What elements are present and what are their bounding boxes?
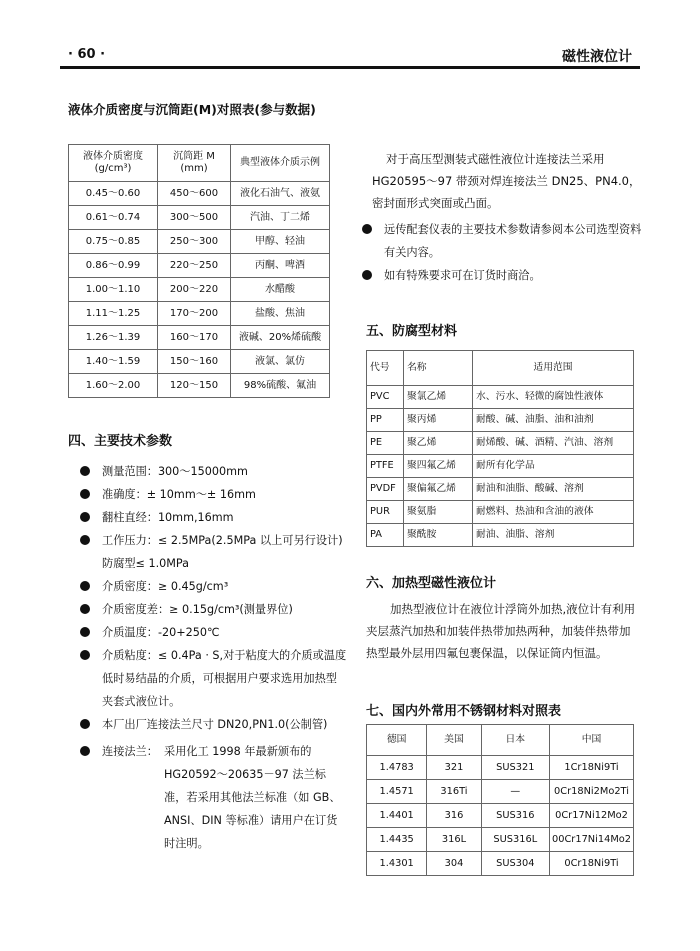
table-row <box>367 478 634 501</box>
table-row <box>69 182 330 206</box>
section-7-title: 七、国内外常用不锈钢材料对照表 <box>366 704 562 719</box>
cell: 304 <box>427 852 481 876</box>
cell: PE <box>367 432 404 455</box>
cell: 1.00～1.10 <box>69 278 158 302</box>
cell: 耐油、油脂、溶剂 <box>473 524 634 547</box>
density-table <box>68 144 330 398</box>
cell: 聚氯乙烯 <box>404 386 473 409</box>
cell: 0.75～0.85 <box>69 230 158 254</box>
cell: SUS316 <box>481 804 549 828</box>
cell: — <box>481 780 549 804</box>
cell: 1Cr18Ni9Ti <box>550 756 634 780</box>
flange-paragraph: 对于高压型测装式磁性液位计连接法兰采用 HG20595～97 带颈对焊连接法兰 DN25、PN4.0，密封面形式突面或凸面。 <box>372 152 641 210</box>
cell: 耐酸、碱、油脂、油和油剂 <box>473 409 634 432</box>
cell: PVDF <box>367 478 404 501</box>
bullet-dot-icon <box>80 604 90 614</box>
cell: 丙酮、啤酒 <box>231 254 330 278</box>
cell: 0.86～0.99 <box>69 254 158 278</box>
cell: 316Ti <box>427 780 481 804</box>
table-header-row <box>367 725 634 756</box>
list-item <box>80 529 348 575</box>
table-row <box>367 804 634 828</box>
bullet-dot-icon <box>80 512 90 522</box>
cell: 98%硫酸、氟油 <box>231 374 330 398</box>
cell: PUR <box>367 501 404 524</box>
cell: 汽油、丁二烯 <box>231 206 330 230</box>
list-item <box>80 621 348 644</box>
cell: 耐所有化学品 <box>473 455 634 478</box>
list-item <box>80 713 348 736</box>
cell: SUS304 <box>481 852 549 876</box>
tech-params-list <box>80 460 348 855</box>
table-row <box>69 230 330 254</box>
cell: PP <box>367 409 404 432</box>
table-row <box>69 278 330 302</box>
cell: 聚氨脂 <box>404 501 473 524</box>
cell: 水醋酸 <box>231 278 330 302</box>
cell: 水、污水、轻微的腐蚀性液体 <box>473 386 634 409</box>
table-row <box>367 386 634 409</box>
bullet-dot-icon <box>362 224 372 234</box>
density-table-title: 液体介质密度与沉筒距(M)对照表(参与数据) <box>68 102 316 117</box>
cell: 1.4571 <box>367 780 427 804</box>
header-cell: 日本 <box>481 725 549 756</box>
list-item-text: 介质温度：-20+250℃ <box>102 626 220 639</box>
cell: 1.60～2.00 <box>69 374 158 398</box>
cell: 耐燃料、热油和含油的液体 <box>473 501 634 524</box>
cell: 液化石油气、液氨 <box>231 182 330 206</box>
table-header-row <box>69 145 330 182</box>
bullet-dot-icon <box>80 535 90 545</box>
table-row <box>69 254 330 278</box>
cell: 1.4435 <box>367 828 427 852</box>
table-row <box>69 206 330 230</box>
list-item <box>80 460 348 483</box>
header-cell: 沉筒距 M (mm) <box>158 145 231 182</box>
cell: 250～300 <box>158 230 231 254</box>
bullet-dot-icon <box>80 489 90 499</box>
bullet-dot-icon <box>80 466 90 476</box>
table-header-row <box>367 351 634 386</box>
cell: SUS316L <box>481 828 549 852</box>
cell: 170～200 <box>158 302 231 326</box>
table-row <box>69 374 330 398</box>
table-row <box>367 756 634 780</box>
cell: 聚偏氟乙烯 <box>404 478 473 501</box>
list-item <box>80 575 348 598</box>
cell: 耐油和油脂、酸碱、溶剂 <box>473 478 634 501</box>
cell: 0Cr17Ni12Mo2 <box>550 804 634 828</box>
cell: 1.4783 <box>367 756 427 780</box>
cell: PTFE <box>367 455 404 478</box>
header-cell: 美国 <box>427 725 481 756</box>
cell: 150～160 <box>158 350 231 374</box>
header-cell: 典型液体介质示例 <box>231 145 330 182</box>
page-number: · 60 · <box>68 47 106 62</box>
cell: 0Cr18Ni9Ti <box>550 852 634 876</box>
cell: 耐烯酸、碱、酒精、汽油、溶剂 <box>473 432 634 455</box>
section-4-title: 四、主要技术参数 <box>68 434 173 449</box>
section-6-title: 六、加热型磁性液位计 <box>366 576 497 591</box>
bullet-dot-icon <box>362 270 372 280</box>
list-item <box>80 506 348 529</box>
cell: 1.26～1.39 <box>69 326 158 350</box>
list-item-text: 本厂出厂连接法兰尺寸 DN20,PN1.0(公制管) <box>102 718 328 731</box>
cell: 200～220 <box>158 278 231 302</box>
cell: 1.4301 <box>367 852 427 876</box>
cell: 316L <box>427 828 481 852</box>
bullet-dot-icon <box>80 581 90 591</box>
cell: PVC <box>367 386 404 409</box>
list-item-text: 如有特殊要求可在订货时商洽。 <box>384 269 541 282</box>
table-row <box>69 350 330 374</box>
chapter-title: 磁性液位计 <box>562 49 632 65</box>
cell: 液氯、氯仿 <box>231 350 330 374</box>
bullet-dot-icon <box>80 719 90 729</box>
cell: 0.45～0.60 <box>69 182 158 206</box>
cell: 聚丙烯 <box>404 409 473 432</box>
flange-text <box>80 740 348 855</box>
list-item-text: 翻柱直经：10mm,16mm <box>102 511 234 524</box>
list-item-text: 介质粘度：≤ 0.4Pa · S,对于粘度大的介质或温度低时易结晶的介质，可根据用户要求选用加热型夹套式液位计。 <box>102 649 347 708</box>
flange-text-content: 采用化工 1998 年最新颁布的 HG20592～20635－97 法兰标准，若采用其他法兰标准（如 GB、ANSI、DIN 等标准）请用户在订货时注明。 <box>164 745 341 850</box>
table-row <box>367 524 634 547</box>
cell: PA <box>367 524 404 547</box>
cell: 316 <box>427 804 481 828</box>
header-rule <box>60 66 640 69</box>
list-item-text: 介质密度：≥ 0.45g/cm³ <box>102 580 229 593</box>
cell: 300～500 <box>158 206 231 230</box>
cell: SUS321 <box>481 756 549 780</box>
section-5-title: 五、防腐型材料 <box>366 324 458 339</box>
list-item <box>362 218 644 264</box>
cell: 00Cr17Ni14Mo2 <box>550 828 634 852</box>
table-row <box>367 409 634 432</box>
table-row <box>367 852 634 876</box>
bullet-dot-icon <box>80 650 90 660</box>
list-item-text: 工作压力：≤ 2.5MPa(2.5MPa 以上可另行设计)防腐型≤ 1.0MPa <box>102 534 343 570</box>
flange-label: 连接法兰： <box>102 745 158 758</box>
cell: 321 <box>427 756 481 780</box>
header-cell: 德国 <box>367 725 427 756</box>
cell: 聚乙烯 <box>404 432 473 455</box>
list-item-text: 介质密度差：≥ 0.15g/cm³(测量界位) <box>102 603 293 616</box>
header-cell: 代号 <box>367 351 404 386</box>
header-cell: 名称 <box>404 351 473 386</box>
cell: 1.4401 <box>367 804 427 828</box>
header-cell: 适用范围 <box>473 351 634 386</box>
anticorrosion-table <box>366 350 634 547</box>
stainless-steel-table <box>366 724 634 876</box>
cell: 盐酸、焦油 <box>231 302 330 326</box>
cell: 1.11～1.25 <box>69 302 158 326</box>
cell: 220～250 <box>158 254 231 278</box>
cell: 聚四氟乙烯 <box>404 455 473 478</box>
table-row <box>367 432 634 455</box>
list-item <box>362 264 644 287</box>
cell: 450～600 <box>158 182 231 206</box>
cell: 液碱、20%烯硫酸 <box>231 326 330 350</box>
right-column-top <box>372 148 644 287</box>
header-cell: 中国 <box>550 725 634 756</box>
table-row <box>367 501 634 524</box>
header-cell: 液体介质密度(g/cm³) <box>69 145 158 182</box>
table-row <box>69 326 330 350</box>
cell: 1.40～1.59 <box>69 350 158 374</box>
cell: 120～150 <box>158 374 231 398</box>
list-item-text: 远传配套仪表的主要技术参数请参阅本公司选型资料有关内容。 <box>384 223 642 259</box>
table-row <box>367 455 634 478</box>
cell: 0.61～0.74 <box>69 206 158 230</box>
cell: 聚酰胺 <box>404 524 473 547</box>
cell: 0Cr18Ni2Mo2Ti <box>550 780 634 804</box>
list-item <box>80 644 348 713</box>
list-item-text: 测量范围：300～15000mm <box>102 465 248 478</box>
heating-paragraph: 加热型液位计在液位计浮筒外加热,液位计有利用夹层蒸汽加热和加装伴热带加热两种，加装伴热带加热型最外层用四氟包裹保温，以保证筒内恒温。 <box>366 602 636 660</box>
bullet-dot-icon <box>80 627 90 637</box>
cell: 160～170 <box>158 326 231 350</box>
table-row <box>69 302 330 326</box>
table-row <box>367 828 634 852</box>
list-item <box>80 598 348 621</box>
cell: 甲醇、轻油 <box>231 230 330 254</box>
list-item-text: 准确度：± 10mm～± 16mm <box>102 488 256 501</box>
list-item <box>80 483 348 506</box>
table-row <box>367 780 634 804</box>
